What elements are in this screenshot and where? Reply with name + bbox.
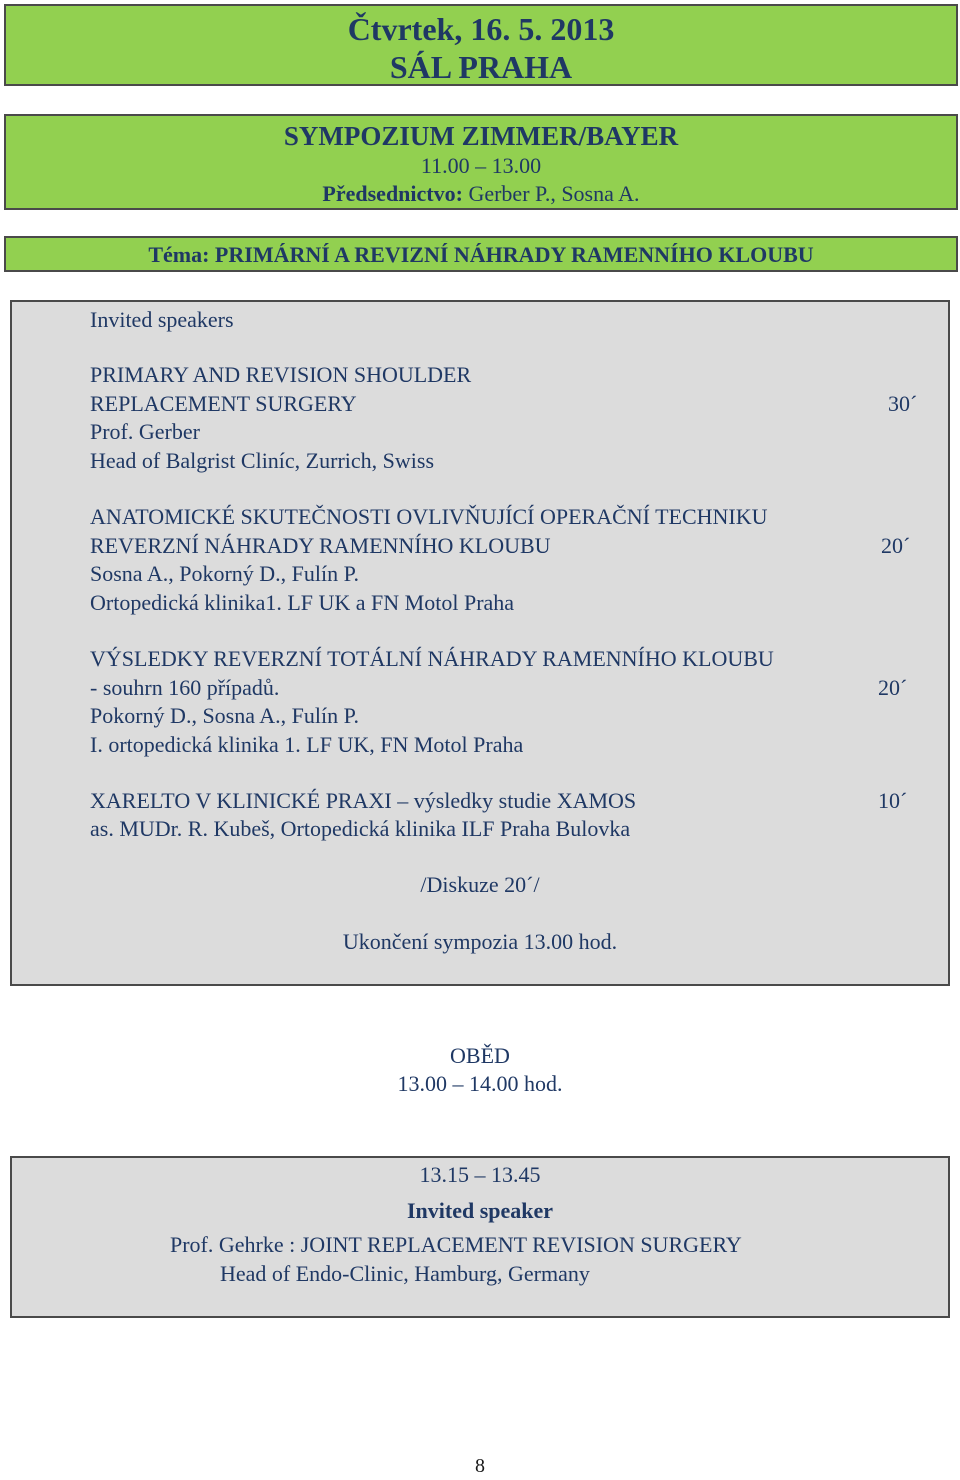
lunch-block (0, 1042, 960, 1098)
talk-1-line-3: Prof. Gerber (90, 419, 200, 444)
topic-box (4, 236, 958, 272)
invited-speaker-affiliation: Head of Endo-Clinic, Hamburg, Germany (220, 1261, 590, 1286)
symposium-time: 11.00 – 13.00 (420, 153, 542, 178)
discussion-note: /Diskuze 20´/ (420, 872, 540, 897)
invited-speaker-talk: Prof. Gehrke : JOINT REPLACEMENT REVISION SURGERY (170, 1232, 742, 1257)
talk-4-line-2: as. MUDr. R. Kubeš, Ortopedická klinika ILF Praha Bulovka (90, 816, 631, 841)
talk-2-line-3: Sosna A., Pokorný D., Fulín P. (90, 561, 359, 586)
symposium-chair-label: Předsednictvo: (322, 181, 463, 206)
talk-3-line-4: I. ortopedická klinika 1. LF UK, FN Motol Praha (90, 732, 524, 757)
talk-3-line-3: Pokorný D., Sosna A., Fulín P. (90, 703, 359, 728)
invited-speaker-time: 13.15 – 13.45 (419, 1162, 541, 1187)
talk-3-line-2: - souhrn 160 případů. (90, 675, 280, 700)
header-hall: SÁL PRAHA (389, 49, 573, 85)
symposium-closing: Ukončení sympozia 13.00 hod. (342, 929, 618, 954)
topic-title: Téma: PRIMÁRNÍ A REVIZNÍ NÁHRADY RAMENNÍHO KLOUBU (148, 242, 814, 267)
invited-speaker-box (10, 1156, 950, 1318)
talk-1-line-4: Head of Balgrist Cliníc, Zurrich, Swiss (90, 448, 435, 473)
invited-speaker-label: Invited speaker (406, 1198, 554, 1223)
lunch-label: OBĚD (450, 1043, 510, 1068)
talk-2-line-4: Ortopedická klinika1. LF UK a FN Motol Praha (90, 590, 515, 615)
talk-3-duration: 20´ (878, 675, 908, 700)
symposium-chairs: Gerber P., Sosna A. (468, 181, 640, 206)
symposium-title: SYMPOZIUM ZIMMER/BAYER (283, 121, 679, 151)
symposium-chairs-line (6, 180, 956, 208)
talk-2-line-2: REVERZNÍ NÁHRADY RAMENNÍHO KLOUBU (90, 533, 551, 558)
talk-4-line-1: XARELTO V KLINICKÉ PRAXI – výsledky studie XAMOS (90, 788, 637, 813)
talk-1-line-2: REPLACEMENT SURGERY (90, 391, 357, 416)
header-date: Čtvrtek, 16. 5. 2013 (347, 11, 615, 47)
talk-3-line-1: VÝSLEDKY REVERZNÍ TOTÁLNÍ NÁHRADY RAMENNÍHO KLOUBU (90, 646, 774, 671)
page-number: 8 (475, 1455, 485, 1477)
talk-4-duration: 10´ (878, 788, 908, 813)
talk-1-duration: 30´ (888, 391, 918, 416)
symposium-box (4, 114, 958, 210)
talk-2-duration: 20´ (881, 533, 911, 558)
invited-speakers-label: Invited speakers (90, 307, 234, 332)
talk-2-line-1: ANATOMICKÉ SKUTEČNOSTI OVLIVŇUJÍCÍ OPERAČNÍ TECHNIKU (90, 504, 768, 529)
header-box (4, 4, 958, 86)
talk-1-line-1: PRIMARY AND REVISION SHOULDER (90, 362, 472, 387)
lunch-time: 13.00 – 14.00 hod. (397, 1071, 563, 1096)
talks-box (10, 300, 950, 986)
